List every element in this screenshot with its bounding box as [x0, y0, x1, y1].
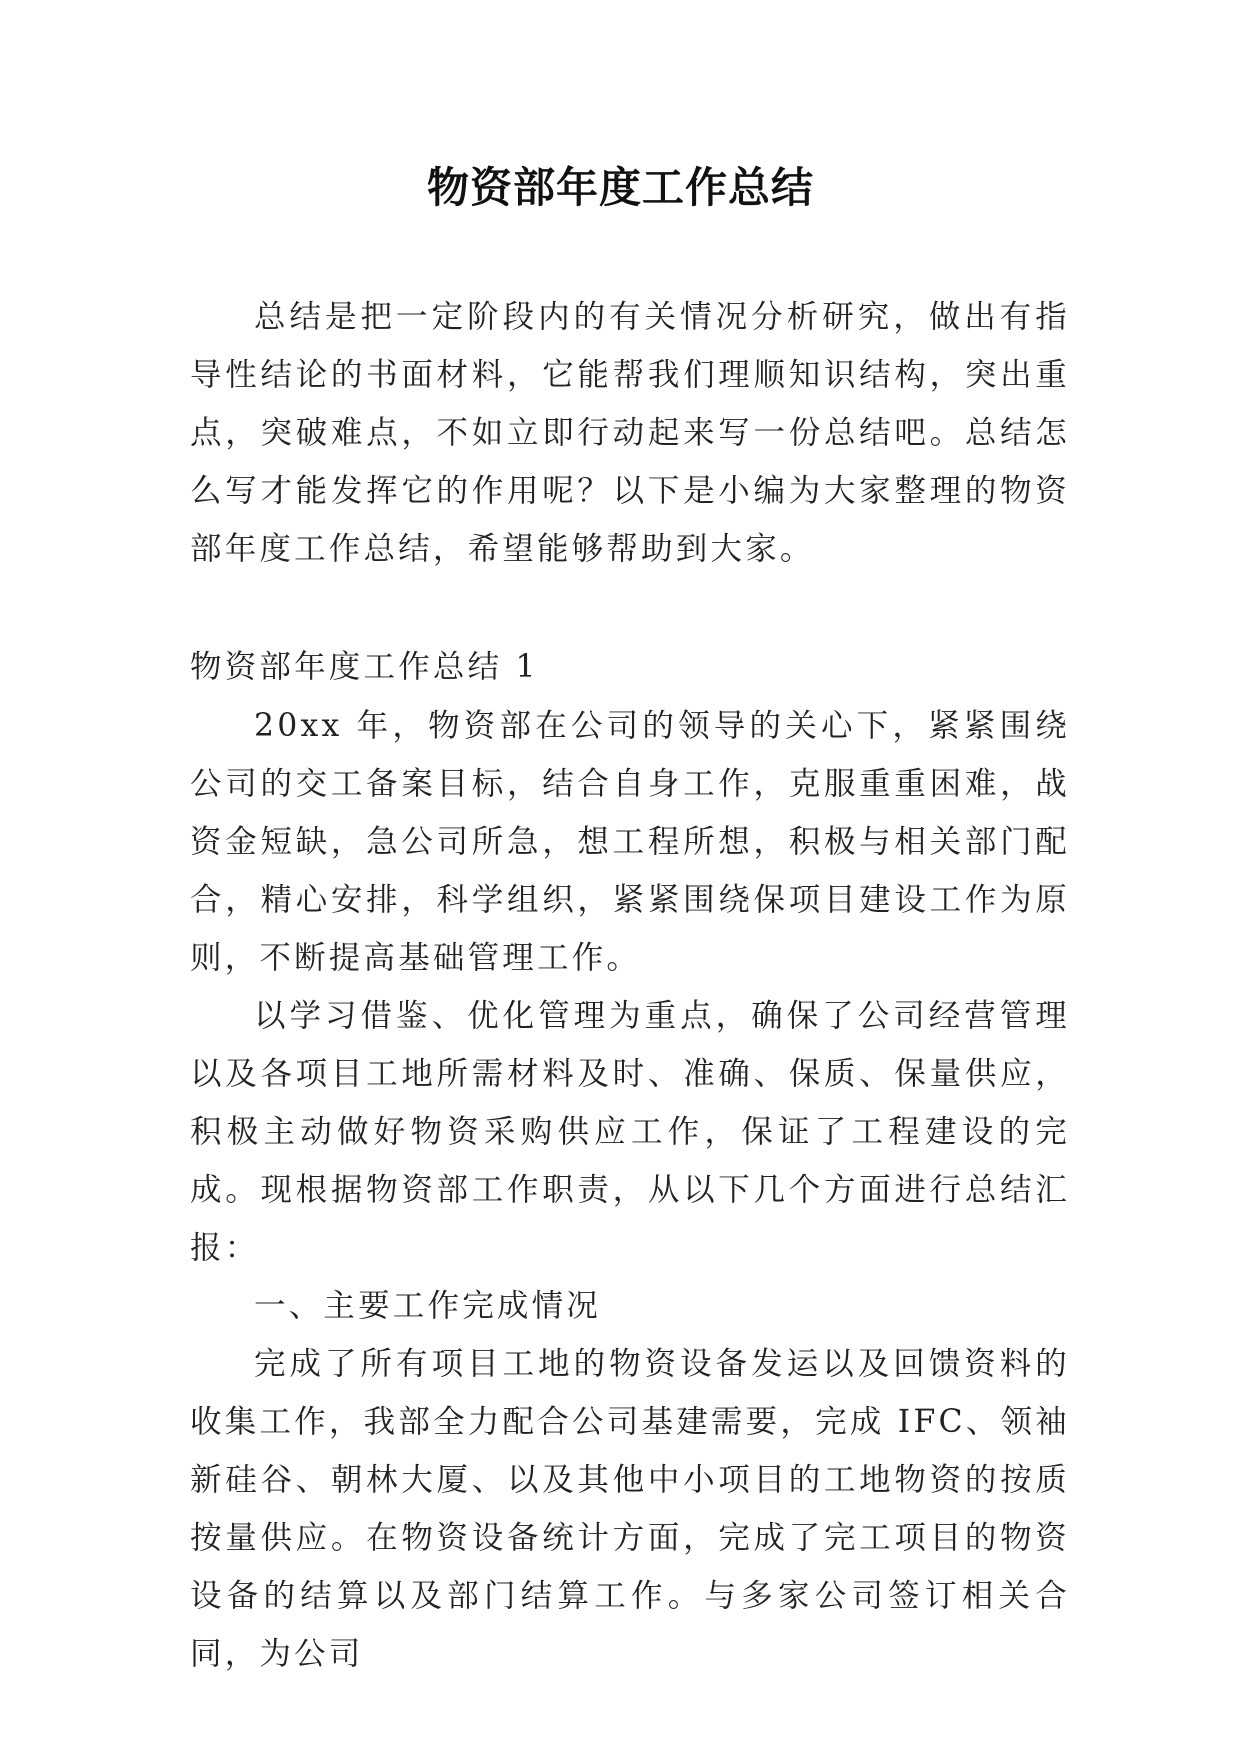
body-paragraph: 以学习借鉴、优化管理为重点，确保了公司经营管理以及各项目工地所需材料及时、准确、保质、保量供应，积极主动做好物资采购供应工作，保证了工程建设的完成。现根据物资部工作职责，从以下几个方面进行总结汇报：	[190, 998, 1070, 1266]
intro-paragraph: 总结是把一定阶段内的有关情况分析研究，做出有指导性结论的书面材料，它能帮我们理顺知识结构，突出重点，突破难点，不如立即行动起来写一份总结吧。总结怎么写才能发挥它的作用呢？以下是小编为大家整理的物资部年度工作总结，希望能够帮助到大家。	[190, 299, 1070, 567]
intro-section	[190, 288, 1070, 578]
body-paragraph: 20xx 年，物资部在公司的领导的关心下，紧紧围绕公司的交工备案目标，结合自身工作，克服重重困难，战资金短缺，急公司所急，想工程所想，积极与相关部门配合，精心安排，科学组织，紧紧围绕保项目建设工作为原则，不断提高基础管理工作。	[190, 708, 1070, 976]
section-heading: 物资部年度工作总结 1	[190, 649, 539, 685]
section-1-body	[190, 697, 1070, 1683]
section-1-heading-block	[190, 638, 1070, 696]
subsection-heading: 一、主要工作完成情况	[254, 1288, 602, 1324]
page-title: 物资部年度工作总结	[426, 163, 814, 212]
body-paragraph: 完成了所有项目工地的物资设备发运以及回馈资料的收集工作，我部全力配合公司基建需要，完成 IFC、领袖新硅谷、朝林大厦、以及其他中小项目的工地物资的按质按量供应。在物资设备统计方面，完成了完工项目的物资设备的结算以及部门结算工作。与多家公司签订相关合同，为公司	[190, 1346, 1070, 1672]
